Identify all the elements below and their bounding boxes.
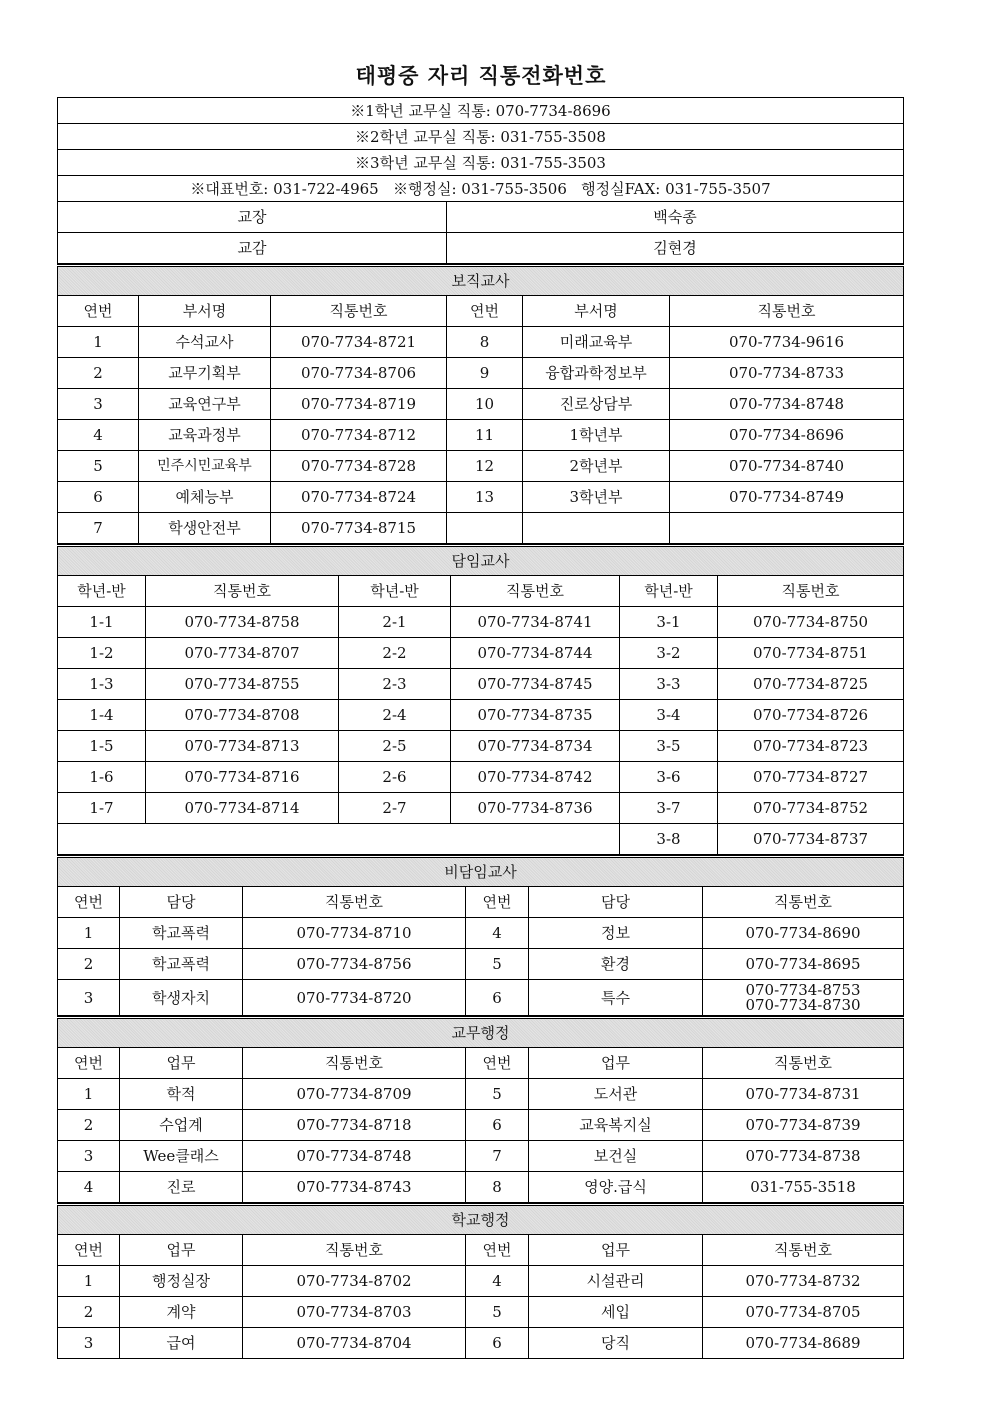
info-line-main: ※대표번호: 031-722-4965 ※행정실: 031-755-3506 행정실FAX: 031-755-3507: [58, 176, 904, 202]
table-row: [58, 513, 904, 544]
cell: 070-7734-8741: [451, 607, 620, 638]
table-row: [58, 918, 904, 949]
cell: 영양.급식: [529, 1172, 703, 1203]
cell: 1: [58, 327, 139, 358]
table-row: [58, 327, 904, 358]
column-header: 업무: [120, 1048, 243, 1079]
cell: [670, 513, 904, 544]
hakgyo-table: [57, 1203, 904, 1359]
cell: 13: [447, 482, 523, 513]
cell: 4: [58, 420, 139, 451]
cell: 070-7734-8752: [718, 793, 904, 824]
table-row: [58, 700, 904, 731]
cell: 070-7734-8738: [703, 1141, 904, 1172]
cell: 3: [58, 1328, 120, 1359]
column-header: 학년-반: [620, 576, 718, 607]
column-header: 업무: [529, 1048, 703, 1079]
cell: 시설관리: [529, 1266, 703, 1297]
cell: 1-5: [58, 731, 146, 762]
column-header: 직통번호: [243, 1235, 466, 1266]
column-header: 직통번호: [271, 296, 447, 327]
table-row: [58, 793, 904, 824]
cell: 6: [466, 980, 529, 1016]
cell: 070-7734-8704: [243, 1328, 466, 1359]
cell: 1-6: [58, 762, 146, 793]
column-header: 연번: [58, 1048, 120, 1079]
column-header: 담당: [120, 887, 243, 918]
cell: 070-7734-9616: [670, 327, 904, 358]
cell: 3-6: [620, 762, 718, 793]
cell: 3-2: [620, 638, 718, 669]
cell: 070-7734-8728: [271, 451, 447, 482]
column-header: 직통번호: [670, 296, 904, 327]
cell: 3-1: [620, 607, 718, 638]
cell: 6: [58, 482, 139, 513]
table-row: [58, 1266, 904, 1297]
cell: 070-7734-8732: [703, 1266, 904, 1297]
cell: 1: [58, 1079, 120, 1110]
cell: 교무기획부: [139, 358, 271, 389]
column-header: 연번: [58, 296, 139, 327]
cell: 특수: [529, 980, 703, 1016]
column-header: 부서명: [139, 296, 271, 327]
table-row: [58, 1172, 904, 1203]
cell: 진로상담부: [523, 389, 670, 420]
position-name: 김현경: [447, 233, 904, 264]
cell: 1: [58, 1266, 120, 1297]
phone-number: 070-7734-8730: [745, 995, 861, 1014]
cell: 2-5: [339, 731, 451, 762]
phone-directory: [57, 97, 904, 1359]
column-header: 학년-반: [58, 576, 146, 607]
column-header: 직통번호: [718, 576, 904, 607]
cell: 6: [466, 1110, 529, 1141]
table-row: [58, 762, 904, 793]
cell: 8: [466, 1172, 529, 1203]
cell: 070-7734-8714: [146, 793, 339, 824]
cell: 070-7734-8748: [243, 1141, 466, 1172]
phone-number: 070-7734-8753: [745, 980, 861, 999]
cell: 070-7734-8712: [271, 420, 447, 451]
cell: 보건실: [529, 1141, 703, 1172]
cell: 2: [58, 1297, 120, 1328]
column-header: 연번: [466, 1235, 529, 1266]
column-header: 직통번호: [243, 887, 466, 918]
cell: 3-5: [620, 731, 718, 762]
cell: 070-7734-8740: [670, 451, 904, 482]
bidamim-table: [57, 855, 904, 1016]
cell: 학생자치: [120, 980, 243, 1016]
cell: 8: [447, 327, 523, 358]
table-row: [58, 358, 904, 389]
section-title: 담임교사: [58, 546, 904, 576]
cell: 환경: [529, 949, 703, 980]
section-title: 보직교사: [58, 266, 904, 296]
cell: 070-7734-8721: [271, 327, 447, 358]
cell: 070-7734-8734: [451, 731, 620, 762]
info-line-grade3: ※3학년 교무실 직통: 031-755-3503: [58, 150, 904, 176]
cell: 융합과학정보부: [523, 358, 670, 389]
cell: 070-7734-8716: [146, 762, 339, 793]
cell: 070-7734-8724: [271, 482, 447, 513]
cell: 070-7734-8758: [146, 607, 339, 638]
cell: 2학년부: [523, 451, 670, 482]
cell: 3: [58, 1141, 120, 1172]
cell: 070-7734-8745: [451, 669, 620, 700]
cell: 3학년부: [523, 482, 670, 513]
table-row: [58, 824, 904, 855]
damim-table: [57, 544, 904, 855]
cell: 학교폭력: [120, 918, 243, 949]
cell: 교육연구부: [139, 389, 271, 420]
cell: 070-7734-8737: [718, 824, 904, 855]
cell: 10: [447, 389, 523, 420]
cell: 5: [466, 1297, 529, 1328]
cell: 070-7734-8710: [243, 918, 466, 949]
cell: 학적: [120, 1079, 243, 1110]
cell: 당직: [529, 1328, 703, 1359]
cell: 학교폭력: [120, 949, 243, 980]
table-row: [58, 607, 904, 638]
cell: 3-4: [620, 700, 718, 731]
cell: 4: [58, 1172, 120, 1203]
cell: 070-7734-8718: [243, 1110, 466, 1141]
column-header: 연번: [466, 1048, 529, 1079]
cell: 5: [466, 949, 529, 980]
cell: 1-4: [58, 700, 146, 731]
cell: 070-7734-8755: [146, 669, 339, 700]
cell: 070-7734-8707: [146, 638, 339, 669]
cell: 070-7734-8731: [703, 1079, 904, 1110]
cell: 학생안전부: [139, 513, 271, 544]
cell: 070-7734-8695: [703, 949, 904, 980]
cell: 070-7734-8719: [271, 389, 447, 420]
column-header: 직통번호: [243, 1048, 466, 1079]
cell: [523, 513, 670, 544]
column-header: 업무: [529, 1235, 703, 1266]
cell: 정보: [529, 918, 703, 949]
cell: 070-7734-8744: [451, 638, 620, 669]
cell: 교육복지실: [529, 1110, 703, 1141]
cell: 070-7734-8742: [451, 762, 620, 793]
cell: 세입: [529, 1297, 703, 1328]
cell: 2-1: [339, 607, 451, 638]
cell: [447, 513, 523, 544]
table-row: [58, 1110, 904, 1141]
cell: 3-3: [620, 669, 718, 700]
column-header: 업무: [120, 1235, 243, 1266]
cell: 4: [466, 918, 529, 949]
column-header: 연번: [466, 887, 529, 918]
cell: 031-755-3518: [703, 1172, 904, 1203]
cell: 진로: [120, 1172, 243, 1203]
section-title: 학교행정: [58, 1205, 904, 1235]
cell: 070-7734-8739: [703, 1110, 904, 1141]
cell: 2: [58, 358, 139, 389]
table-row: [58, 1328, 904, 1359]
cell: 4: [466, 1266, 529, 1297]
cell: 2: [58, 1110, 120, 1141]
cell: 3-7: [620, 793, 718, 824]
cell: 070-7734-8733: [670, 358, 904, 389]
column-header: 부서명: [523, 296, 670, 327]
cell: 수석교사: [139, 327, 271, 358]
cell: 070-7734-8689: [703, 1328, 904, 1359]
column-header: 직통번호: [146, 576, 339, 607]
info-line-grade2: ※2학년 교무실 직통: 031-755-3508: [58, 124, 904, 150]
cell: 070-7734-8748: [670, 389, 904, 420]
position-role: 교감: [58, 233, 447, 264]
column-header: 직통번호: [703, 1048, 904, 1079]
cell: 2-7: [339, 793, 451, 824]
gyomu-table: [57, 1016, 904, 1203]
position-role: 교장: [58, 202, 447, 233]
column-header: 연번: [58, 887, 120, 918]
cell: 12: [447, 451, 523, 482]
cell: 070-7734-8713: [146, 731, 339, 762]
cell: 도서관: [529, 1079, 703, 1110]
cell: 6: [466, 1328, 529, 1359]
column-header: 담당: [529, 887, 703, 918]
cell: 070-7734-8715: [271, 513, 447, 544]
cell: 2-3: [339, 669, 451, 700]
cell: 미래교육부: [523, 327, 670, 358]
cell: 2-4: [339, 700, 451, 731]
table-row: [58, 669, 904, 700]
column-header: 연번: [58, 1235, 120, 1266]
cell: 11: [447, 420, 523, 451]
column-header: 연번: [447, 296, 523, 327]
column-header: 학년-반: [339, 576, 451, 607]
cell: 2-6: [339, 762, 451, 793]
cell: 070-7734-8690: [703, 918, 904, 949]
table-row: [58, 949, 904, 980]
cell: 070-7734-8703: [243, 1297, 466, 1328]
cell: 070-7734-8708: [146, 700, 339, 731]
cell: 070-7734-8709: [243, 1079, 466, 1110]
section-title: 비담임교사: [58, 857, 904, 887]
cell: 070-7734-8736: [451, 793, 620, 824]
bojik-table: [57, 264, 904, 544]
cell: 행정실장: [120, 1266, 243, 1297]
cell: 1: [58, 918, 120, 949]
cell: 3: [58, 980, 120, 1016]
cell: 민주시민교육부: [139, 451, 271, 482]
table-row: [58, 638, 904, 669]
cell: 2: [58, 949, 120, 980]
table-row: [58, 731, 904, 762]
table-row: [58, 420, 904, 451]
table-row: [58, 389, 904, 420]
cell-two-numbers: [703, 980, 904, 1016]
page-title: 태평중 자리 직통전화번호: [355, 63, 607, 88]
cell: 070-7734-8723: [718, 731, 904, 762]
cell: 070-7734-8706: [271, 358, 447, 389]
cell: 070-7734-8725: [718, 669, 904, 700]
cell: 070-7734-8726: [718, 700, 904, 731]
cell: 070-7734-8705: [703, 1297, 904, 1328]
section-title: 교무행정: [58, 1018, 904, 1048]
column-header: 직통번호: [703, 1235, 904, 1266]
cell: 070-7734-8756: [243, 949, 466, 980]
column-header: 직통번호: [451, 576, 620, 607]
cell: 070-7734-8749: [670, 482, 904, 513]
cell: 1-1: [58, 607, 146, 638]
table-row: [58, 1297, 904, 1328]
cell: 070-7734-8743: [243, 1172, 466, 1203]
cell: 070-7734-8702: [243, 1266, 466, 1297]
table-row: [58, 1079, 904, 1110]
cell: Wee클래스: [120, 1141, 243, 1172]
cell: 7: [58, 513, 139, 544]
cell: 예체능부: [139, 482, 271, 513]
column-header: 직통번호: [703, 887, 904, 918]
cell: 9: [447, 358, 523, 389]
cell: 070-7734-8751: [718, 638, 904, 669]
cell: 5: [466, 1079, 529, 1110]
cell: 1-3: [58, 669, 146, 700]
cell: 급여: [120, 1328, 243, 1359]
cell: 070-7734-8727: [718, 762, 904, 793]
cell: 3-8: [620, 824, 718, 855]
cell: 070-7734-8720: [243, 980, 466, 1016]
cell: 5: [58, 451, 139, 482]
cell: 070-7734-8696: [670, 420, 904, 451]
cell: 수업계: [120, 1110, 243, 1141]
cell: 2-2: [339, 638, 451, 669]
cell: 1학년부: [523, 420, 670, 451]
table-row: [58, 980, 904, 1016]
table-row: [58, 482, 904, 513]
cell: 1-7: [58, 793, 146, 824]
table-row: [58, 451, 904, 482]
table-row: [58, 1141, 904, 1172]
position-name: 백숙종: [447, 202, 904, 233]
cell: 교육과정부: [139, 420, 271, 451]
cell: 계약: [120, 1297, 243, 1328]
cell: 1-2: [58, 638, 146, 669]
cell: 3: [58, 389, 139, 420]
cell: 070-7734-8735: [451, 700, 620, 731]
cell: 7: [466, 1141, 529, 1172]
info-line-grade1: ※1학년 교무실 직통: 070-7734-8696: [58, 98, 904, 124]
info-table: [57, 97, 904, 264]
cell: 070-7734-8750: [718, 607, 904, 638]
empty-cell: [58, 824, 620, 855]
